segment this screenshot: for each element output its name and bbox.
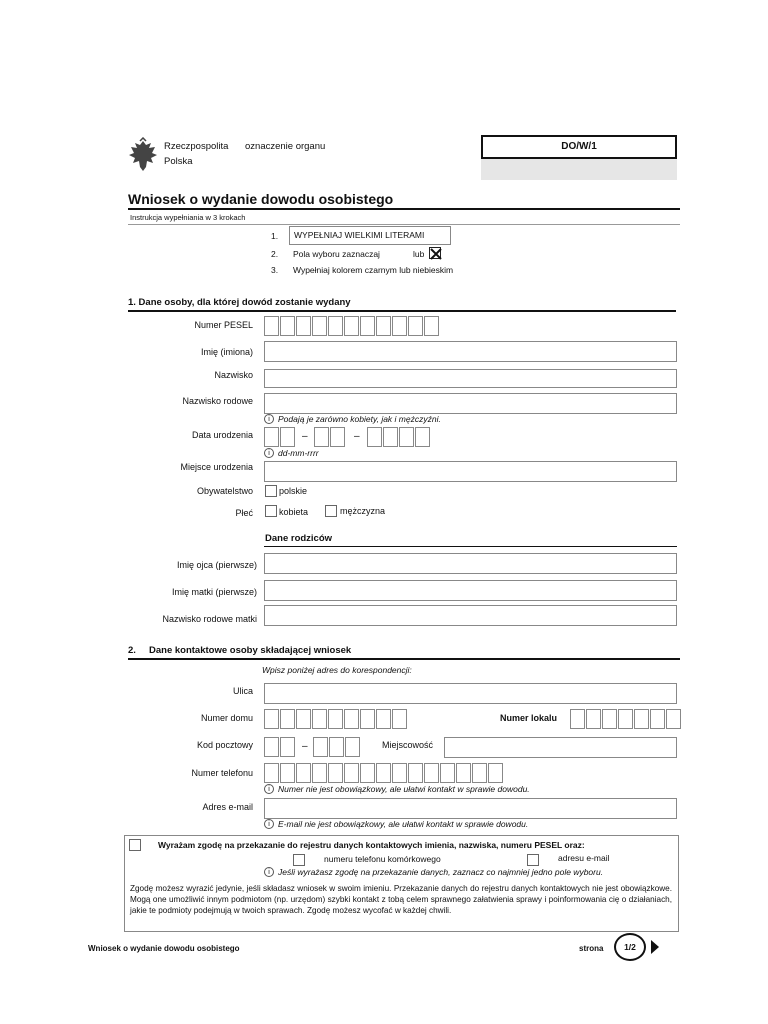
citizenship-polish-label: polskie: [279, 486, 308, 496]
birth-date-hint: [264, 448, 319, 458]
birth-date-sep2: –: [354, 431, 360, 442]
step3-number: 3.: [271, 265, 279, 275]
first-name-label: Imię (imiona): [200, 347, 253, 357]
country-name-line2: Polska: [164, 156, 193, 167]
page-label: strona: [579, 944, 604, 953]
page-title: Wniosek o wydanie dowodu osobistego: [128, 191, 394, 207]
consent-email-checkbox[interactable]: [527, 854, 539, 866]
section2-rule: [128, 658, 680, 660]
consent-phone-checkbox[interactable]: [293, 854, 305, 866]
phone-cells[interactable]: [264, 763, 504, 783]
birth-place-label: Miejsce urodzenia: [180, 462, 253, 472]
birth-year-cells[interactable]: [367, 427, 431, 447]
section2-heading: Dane kontaktowe osoby składającej wniosek: [149, 645, 352, 656]
postal-code-part2-cells[interactable]: [313, 737, 361, 757]
phone-label: Numer telefonu: [191, 768, 253, 778]
postal-code-part1-cells[interactable]: [264, 737, 296, 757]
step2-number: 2.: [271, 249, 279, 259]
consent-hint: [264, 867, 603, 877]
country-name-line1: Rzeczpospolita: [164, 141, 229, 152]
apartment-number-cells[interactable]: [570, 709, 682, 729]
birth-date-label: Data urodzenia: [191, 430, 253, 440]
info-icon: i: [264, 819, 274, 829]
organ-label: oznaczenie organu: [245, 141, 326, 152]
section2-number: 2.: [128, 645, 136, 656]
info-icon: i: [264, 867, 274, 877]
family-name-hint: [264, 414, 441, 424]
surname-label: Nazwisko: [214, 370, 253, 380]
email-label: Adres e-mail: [202, 802, 253, 812]
sex-label: Płeć: [235, 508, 253, 518]
apartment-number-label: Numer lokalu: [500, 713, 558, 723]
house-number-cells[interactable]: [264, 709, 408, 729]
consent-paragraph: Zgodę możesz wyrazić jedynie, jeśli składasz wniosek w swoim imieniu. Przekazanie danych do rejestru danych kontaktowych nie jest obowiązkowe. Mogą one umożliwić innym podmiotom (np. urzędom) szybki kontakt z tobą celem sprawnego załatwienia sprawy i poinformowania cię o działaniach, jakie te podmioty podejmują w twoich sprawach. Zgodę możesz wycofać w każdej chwili.: [130, 884, 672, 915]
footer-title: Wniosek o wydanie dowodu osobistego: [88, 944, 240, 953]
pesel-label: Numer PESEL: [194, 320, 253, 330]
mother-name-input[interactable]: [264, 580, 677, 601]
father-name-input[interactable]: [264, 553, 677, 574]
instructions-rule: [128, 224, 680, 225]
checked-box-icon: [429, 247, 441, 259]
phone-hint-text: Numer nie jest obowiązkowy, ale ułatwi kontakt w sprawie dowodu.: [278, 784, 530, 794]
street-input[interactable]: [264, 683, 677, 704]
step2-text: Pola wyboru zaznaczaj: [293, 249, 380, 259]
title-rule: [128, 208, 680, 210]
citizenship-label: Obywatelstwo: [196, 486, 253, 496]
mother-name-label: Imię matki (pierwsze): [171, 587, 257, 597]
parents-heading: Dane rodziców: [265, 533, 333, 544]
postal-code-label: Kod pocztowy: [196, 740, 253, 750]
birth-day-cells[interactable]: [264, 427, 296, 447]
section1-heading: 1. Dane osoby, dla której dowód zostanie wydany: [128, 297, 351, 308]
family-name-label: Nazwisko rodowe: [182, 396, 253, 406]
consent-phone-label: numeru telefonu komórkowego: [324, 854, 441, 864]
email-hint-text: E-mail nie jest obowiązkowy, ale ułatwi kontakt w sprawie dowodu.: [278, 819, 529, 829]
page-number: 1/2: [614, 933, 646, 961]
info-icon: i: [264, 784, 274, 794]
family-name-hint-text: Podają je zarówno kobiety, jak i mężczyźni.: [278, 414, 441, 424]
citizenship-polish-checkbox[interactable]: [265, 485, 277, 497]
consent-main-checkbox[interactable]: [129, 839, 141, 851]
info-icon: i: [264, 448, 274, 458]
mother-family-name-label: Nazwisko rodowe matki: [162, 614, 257, 624]
birth-month-cells[interactable]: [314, 427, 346, 447]
step3-text: Wypełniaj kolorem czarnym lub niebieskim: [293, 265, 454, 275]
city-input[interactable]: [444, 737, 677, 758]
birth-place-input[interactable]: [264, 461, 677, 482]
mother-family-name-input[interactable]: [264, 605, 677, 626]
sex-female-label: kobieta: [279, 507, 309, 517]
triangle-right-icon[interactable]: [651, 940, 659, 956]
section1-rule: [128, 310, 676, 312]
eagle-emblem-icon: [127, 137, 159, 175]
sex-male-checkbox[interactable]: [325, 505, 337, 517]
address-hint: Wpisz poniżej adres do korespondencji:: [262, 665, 412, 675]
phone-hint: [264, 784, 530, 794]
step1-number: 1.: [271, 231, 279, 241]
instructions-heading: Instrukcja wypełniania w 3 krokach: [130, 213, 246, 222]
birth-date-sep1: –: [302, 431, 308, 442]
email-hint: [264, 819, 528, 829]
info-icon: i: [264, 414, 274, 424]
family-name-input[interactable]: [264, 393, 677, 414]
sex-female-checkbox[interactable]: [265, 505, 277, 517]
consent-text: Wyrażam zgodę na przekazanie do rejestru danych kontaktowych imienia, nazwiska, numeru PESEL oraz:: [158, 840, 585, 850]
step2-or: lub: [413, 249, 425, 259]
city-label: Miejscowość: [382, 740, 434, 750]
organ-field[interactable]: [481, 159, 677, 180]
street-label: Ulica: [232, 686, 253, 696]
first-name-input[interactable]: [264, 341, 677, 362]
sex-male-label: mężczyzna: [340, 506, 386, 516]
consent-email-label: adresu e-mail: [558, 853, 610, 863]
birth-date-hint-text: dd-mm-rrrr: [278, 448, 319, 458]
email-input[interactable]: [264, 798, 677, 819]
postal-code-sep: –: [302, 741, 308, 752]
consent-hint-text: Jeśli wyrażasz zgodę na przekazanie danych, zaznacz co najmniej jedno pole wyboru.: [278, 867, 604, 877]
parents-rule: [264, 546, 677, 547]
form-code: DO/W/1: [481, 135, 677, 159]
surname-input[interactable]: [264, 369, 677, 388]
house-number-label: Numer domu: [200, 713, 253, 723]
pesel-cells[interactable]: [264, 316, 440, 336]
father-name-label: Imię ojca (pierwsze): [176, 560, 257, 570]
step1-text: WYPEŁNIAJ WIELKIMI LITERAMI: [289, 226, 451, 245]
